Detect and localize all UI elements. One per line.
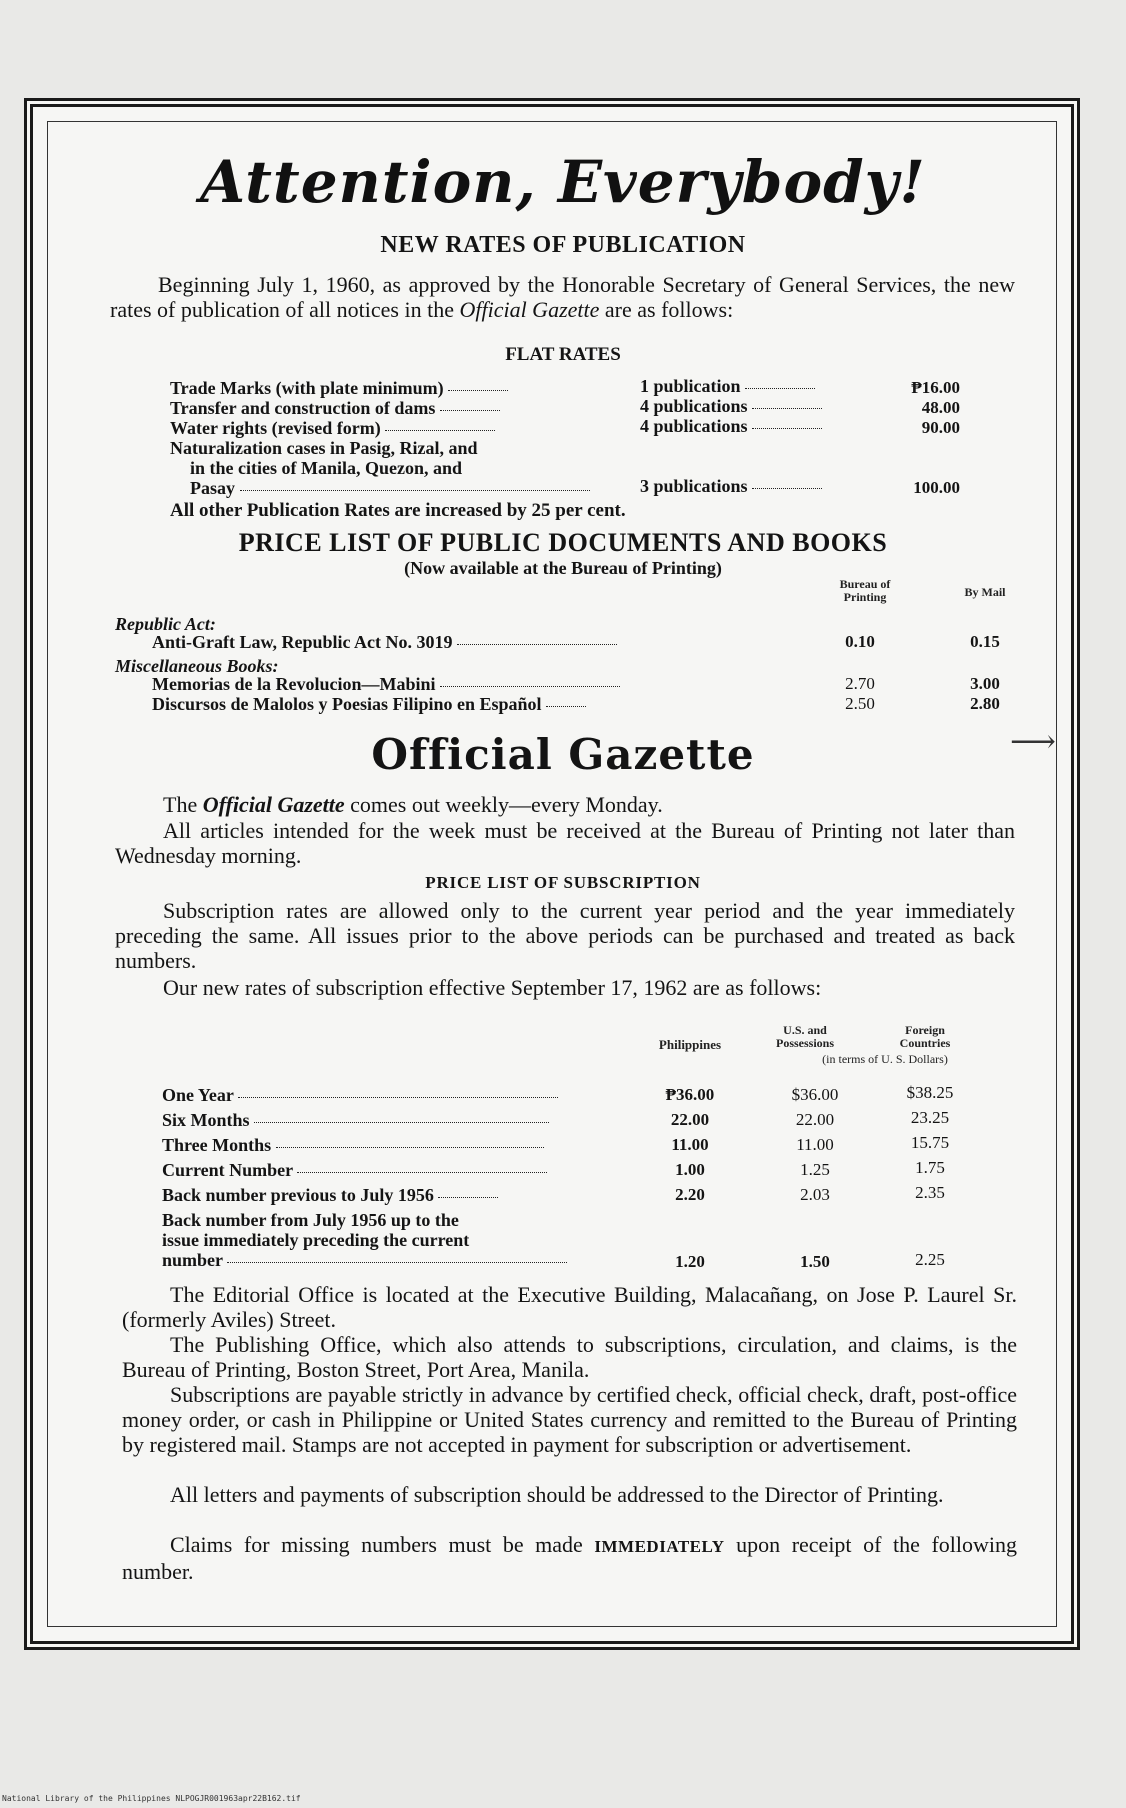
rate-foreign: 15.75 (910, 1133, 950, 1152)
new-rates-heading: NEW RATES OF PUBLICATION (380, 232, 746, 258)
scan-footer: National Library of the Philippines NLPOGJR001963apr22B162.tif (2, 1794, 301, 1803)
col-bureau-printing: Bureau of Printing (839, 577, 891, 604)
rate-foreign: $38.25 (906, 1083, 954, 1102)
pen-mark: ⟶ (1010, 723, 1056, 759)
flat-rate-row: Pasay (190, 478, 590, 499)
closing-paragraph-5: Claims for missing numbers must be made IMMEDIATELY upon receipt of the following number. (122, 1532, 1017, 1584)
subscription-row: number (162, 1250, 567, 1271)
price-bureau: 0.10 (845, 632, 875, 651)
flat-rate-row: Naturalization cases in Pasig, Rizal, and (170, 438, 478, 458)
rate-philippines: ₱36.00 (665, 1085, 715, 1104)
rate-philippines: 1.00 (675, 1160, 705, 1179)
price-mail: 3.00 (970, 674, 1000, 693)
closing-paragraph-3: Subscriptions are payable strictly in advance by certified check, official check, draft, post-office money order, or cash in Philippine or United States currency and remitted to the Bureau of Printing by registered mail. Stamps are not accepted in payment for subscription or advertisement. (122, 1382, 1017, 1457)
subscription-row: issue immediately preceding the current (162, 1230, 470, 1250)
flat-rate-pubs: 3 publications (640, 476, 822, 497)
price-item: Discursos de Malolos y Poesias Filipino en Español (152, 694, 586, 715)
subscription-row: One Year (162, 1085, 558, 1106)
rate-philippines: 1.20 (675, 1252, 705, 1271)
subscription-row: Back number from July 1956 up to the (162, 1210, 459, 1230)
gazette-paragraph-2: All articles intended for the week must be received at the Bureau of Printing not later than Wednesday morning. (115, 818, 1015, 868)
category-republic-act: Republic Act: (115, 614, 216, 634)
closing-paragraph-4: All letters and payments of subscription should be addressed to the Director of Printing. (170, 1482, 944, 1507)
flat-rates-heading: FLAT RATES (505, 344, 621, 365)
col-foreign-countries: Foreign Countries (899, 1023, 951, 1050)
rate-us: 22.00 (795, 1110, 835, 1129)
subscription-heading: PRICE LIST OF SUBSCRIPTION (425, 873, 701, 892)
flat-rate-price: 90.00 (921, 418, 960, 437)
col-note: (in terms of U. S. Dollars) (822, 1052, 948, 1066)
price-bureau: 2.50 (845, 694, 875, 713)
rate-us: 11.00 (796, 1135, 834, 1154)
price-mail: 0.15 (970, 632, 1000, 651)
subscription-row: Three Months (162, 1135, 544, 1156)
rate-foreign: 2.35 (915, 1183, 945, 1202)
rate-philippines: 22.00 (670, 1110, 710, 1129)
rate-philippines: 11.00 (671, 1135, 709, 1154)
flat-rate-row: Transfer and construction of dams (170, 398, 500, 419)
subscription-paragraph-1: Subscription rates are allowed only to the current year period and the year immediately preceding the same. All issues prior to the above periods can be purchased and treated as back numbers. (115, 898, 1015, 973)
flat-rate-pubs: 1 publication (640, 376, 815, 397)
flat-rates-note: All other Publication Rates are increased by 25 per cent. (170, 500, 626, 521)
rate-philippines: 2.20 (675, 1185, 705, 1204)
price-list-heading: PRICE LIST OF PUBLIC DOCUMENTS AND BOOKS (238, 528, 888, 557)
rate-foreign: 1.75 (915, 1158, 945, 1177)
rate-us: 1.50 (800, 1252, 830, 1271)
intro-paragraph (110, 272, 1015, 322)
intro-text: Beginning July 1, 1960, as approved by the Honorable Secretary of General Services, the new rates of publication of all notices in the (110, 272, 1015, 322)
flat-rate-row: Water rights (revised form) (170, 418, 495, 439)
price-item: Anti-Graft Law, Republic Act No. 3019 (152, 632, 617, 653)
subscription-row: Current Number (162, 1160, 547, 1181)
flat-rate-row: Trade Marks (with plate minimum) (170, 378, 508, 399)
subscription-paragraph-2: Our new rates of subscription effective September 17, 1962 are as follows: (163, 975, 822, 1000)
col-us-possessions: U.S. and Possessions (775, 1023, 834, 1050)
flat-rate-price: 48.00 (921, 398, 960, 417)
flat-rate-price: ₱16.00 (911, 378, 960, 397)
price-mail: 2.80 (970, 694, 1000, 713)
page-title: Attention, Everybody! (200, 148, 926, 216)
subscription-row: Back number previous to July 1956 (162, 1185, 498, 1206)
col-by-mail: By Mail (964, 585, 1006, 599)
rate-us: 1.25 (800, 1160, 830, 1179)
intro-text-end: are as follows: (599, 297, 734, 322)
flat-rate-price: 100.00 (913, 478, 960, 497)
flat-rate-row: in the cities of Manila, Quezon, and (190, 458, 463, 478)
flat-rate-pubs: 4 publications (640, 396, 822, 417)
rate-foreign: 23.25 (910, 1108, 950, 1127)
closing-paragraph-1: The Editorial Office is located at the Executive Building, Malacañang, on Jose P. Laurel Sr. (formerly Aviles) Street. (122, 1282, 1017, 1332)
intro-italic: Official Gazette (459, 297, 600, 322)
price-bureau: 2.70 (845, 674, 875, 693)
price-list-subheading: (Now available at the Bureau of Printing) (404, 558, 722, 578)
gazette-title: Official Gazette (371, 730, 755, 779)
flat-rate-pubs: 4 publications (640, 416, 822, 437)
closing-paragraph-2: The Publishing Office, which also attends to subscriptions, circulation, and claims, is the Bureau of Printing, Boston Street, Port Area, Manila. (122, 1332, 1017, 1382)
subscription-row: Six Months (162, 1110, 549, 1131)
rate-foreign: 2.25 (915, 1250, 945, 1269)
rate-us: $36.00 (791, 1085, 839, 1104)
price-item: Memorias de la Revolucion—Mabini (152, 674, 620, 695)
col-philippines: Philippines (658, 1037, 722, 1052)
gazette-paragraph-1: The Official Gazette comes out weekly—every Monday. (163, 792, 663, 817)
rate-us: 2.03 (800, 1185, 830, 1204)
category-misc-books: Miscellaneous Books: (115, 656, 279, 676)
